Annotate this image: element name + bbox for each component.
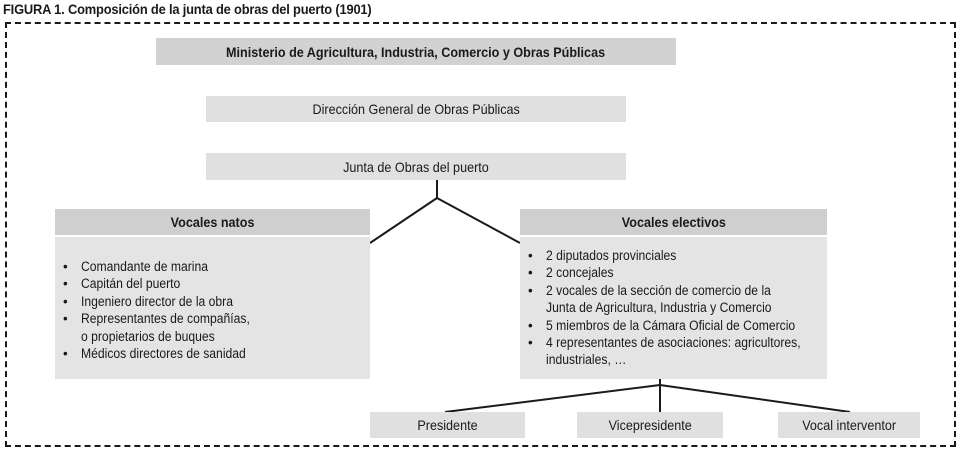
- node-vicepresidente-label: Vicepresidente: [608, 417, 692, 433]
- node-junta-label: Junta de Obras del puerto: [343, 158, 489, 175]
- list-item: • Ingeniero director de la obra: [63, 293, 269, 310]
- node-vicepresidente: [577, 412, 723, 438]
- node-junta: [206, 153, 626, 180]
- list-item: • 2 diputados provinciales: [528, 247, 829, 264]
- node-direccion-label: Dirección General de Obras Públicas: [312, 101, 520, 117]
- panel-vocales-natos-heading: Vocales natos: [55, 209, 370, 237]
- list-item: • 2 concejales: [528, 264, 829, 281]
- node-vocal-interventor: [778, 412, 920, 438]
- vocales-electivos-list: [528, 247, 829, 369]
- list-item: • Comandante de marina: [63, 258, 269, 275]
- node-ministerio-label: Ministerio de Agricultura, Industria, Comercio y Obras Públicas: [226, 43, 606, 60]
- list-item: • 4 representantes de asociaciones: agricultores,: [528, 334, 829, 351]
- connector-to-natos: [370, 198, 437, 243]
- node-presidente-label: Presidente: [417, 417, 478, 433]
- node-presidente: [370, 412, 525, 438]
- list-item: • 5 miembros de la Cámara Oficial de Comercio: [528, 317, 829, 334]
- list-item: • Médicos directores de sanidad: [63, 345, 269, 362]
- node-vocal-interventor-label: Vocal interventor: [802, 417, 896, 433]
- node-ministerio: [156, 38, 676, 65]
- connector-to-vocal-interventor: [660, 385, 850, 412]
- node-direccion: [206, 96, 626, 122]
- list-item-continuation: Junta de Agricultura, Industria y Comercio: [546, 300, 772, 316]
- list-item: • 2 vocales de la sección de comercio de la: [528, 282, 829, 299]
- panel-vocales-electivos-heading: Vocales electivos: [520, 209, 827, 237]
- vocales-natos-list: [63, 258, 269, 362]
- list-item: • Capitán del puerto: [63, 275, 269, 292]
- connector-to-presidente: [445, 385, 660, 412]
- connector-to-electivos: [437, 198, 520, 243]
- list-item: • Representantes de compañías,: [63, 310, 269, 327]
- panel-vocales-electivos: [520, 209, 827, 379]
- figure-title: FIGURA 1. Composición de la junta de obras del puerto (1901): [3, 1, 372, 17]
- list-item-continuation: o propietarios de buques: [81, 328, 215, 344]
- panel-vocales-natos: [55, 209, 370, 379]
- list-item-continuation: industriales, …: [546, 352, 627, 368]
